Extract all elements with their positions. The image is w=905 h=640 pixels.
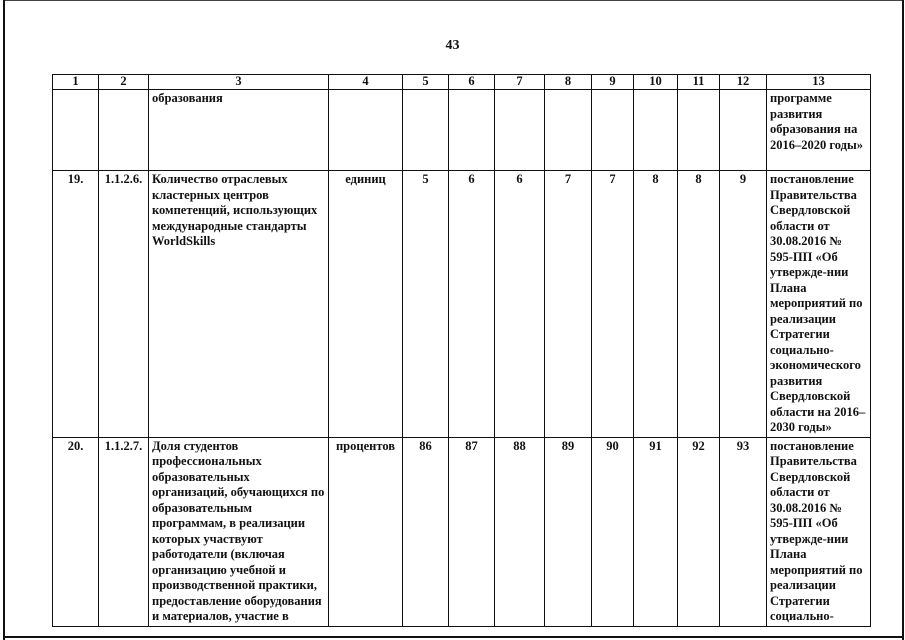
value-cell: 89 [545,437,592,626]
code-cell: 1.1.2.6. [99,171,149,438]
value-cell [495,90,545,171]
header-cell: 5 [403,75,449,90]
value-cell: 93 [720,437,767,626]
value-cell: 9 [720,171,767,438]
header-cell: 10 [634,75,678,90]
value-cell: 6 [449,171,495,438]
header-cell: 8 [545,75,592,90]
table-header-row [53,75,871,90]
value-cell [545,90,592,171]
value-cell: 6 [495,171,545,438]
page-frame-bottom [3,636,903,638]
header-cell: 7 [495,75,545,90]
page-number: 43 [445,38,460,53]
page-frame-left [3,0,5,640]
header-cell: 2 [99,75,149,90]
value-cell: 90 [592,437,634,626]
value-cell [403,90,449,171]
value-cell: 7 [545,171,592,438]
header-cell: 11 [678,75,720,90]
source-cell: программе развития образования на 2016–2020 годы» [767,90,871,171]
indicator-name-cell: образования [149,90,329,171]
unit-cell [329,90,403,171]
header-cell: 9 [592,75,634,90]
value-cell [720,90,767,171]
value-cell [449,90,495,171]
value-cell: 5 [403,171,449,438]
source-cell: постановление Правительства Свердловской области от 30.08.2016 № 595-ПП «Об утвержде-нии Плана мероприятий по реализации Стратегии социально- [767,437,871,626]
row-number-cell [53,90,99,171]
unit-cell: единиц [329,171,403,438]
indicator-name-cell: Количество отраслевых кластерных центров компетенций, использующих международные стандарты WorldSkills [149,171,329,438]
table-row [53,171,871,438]
header-cell: 6 [449,75,495,90]
value-cell: 86 [403,437,449,626]
value-cell: 87 [449,437,495,626]
value-cell: 8 [678,171,720,438]
header-cell: 12 [720,75,767,90]
code-cell [99,90,149,171]
value-cell: 91 [634,437,678,626]
code-cell: 1.1.2.7. [99,437,149,626]
unit-cell: процентов [329,437,403,626]
value-cell [678,90,720,171]
header-cell: 13 [767,75,871,90]
value-cell: 8 [634,171,678,438]
row-number-cell: 19. [53,171,99,438]
indicator-name-cell: Доля студентов профессиональных образовательных организаций, обучающихся по образовательным программам, в реализации которых участвуют работодатели (включая организацию учебной и производственной практики, предоставление оборудования и материалов, участие в [149,437,329,626]
table-row [53,90,871,171]
header-cell: 4 [329,75,403,90]
value-cell: 7 [592,171,634,438]
value-cell [592,90,634,171]
row-number-cell: 20. [53,437,99,626]
page-frame-right [902,0,904,640]
header-cell: 3 [149,75,329,90]
table-row [53,437,871,626]
value-cell: 92 [678,437,720,626]
source-cell: постановление Правительства Свердловской области от 30.08.2016 № 595-ПП «Об утвержде-нии Плана мероприятий по реализации Стратегии социально-экономического развития Свердловской области на 2016–2030 годы» [767,171,871,438]
page-frame-top [3,0,903,1]
indicators-table [52,74,871,627]
value-cell [634,90,678,171]
header-cell: 1 [53,75,99,90]
value-cell: 88 [495,437,545,626]
